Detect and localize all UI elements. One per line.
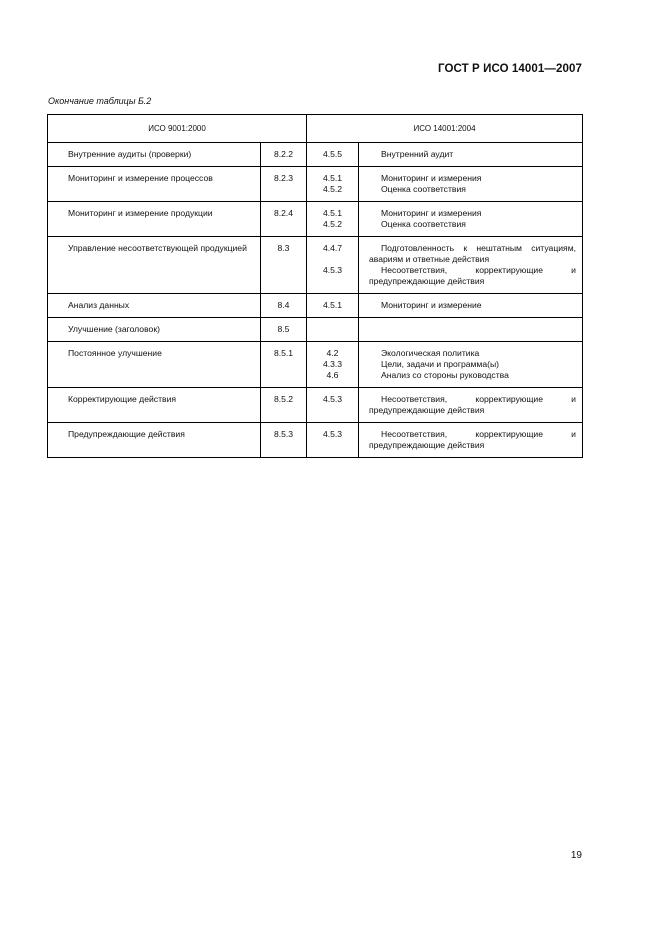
iso9001-clause-number: 8.4: [261, 294, 307, 318]
iso9001-clause-title: Анализ данных: [48, 294, 261, 318]
table-row: [48, 237, 583, 294]
iso14001-clause-number: 4.4.7: [322, 243, 343, 253]
iso14001-clause-numbers: [307, 143, 359, 167]
table-caption: Окончание таблицы Б.2: [48, 96, 152, 106]
document-header: ГОСТ Р ИСО 14001—2007: [437, 63, 582, 75]
table-header-row: [48, 115, 583, 143]
iso14001-clause-title: Оценка соответствия: [381, 184, 466, 194]
iso14001-clause-titles: [359, 318, 583, 342]
iso9001-clause-title: Внутренние аудиты (проверки): [48, 143, 261, 167]
iso14001-clause-titles: [359, 237, 583, 294]
iso9001-clause-number: 8.2.2: [261, 143, 307, 167]
table-row: [48, 202, 583, 237]
iso14001-clause-title: Экологическая политика: [381, 348, 480, 358]
iso14001-clause-title: Мониторинг и измерения: [381, 208, 482, 218]
iso14001-clause-title: Внутренний аудит: [381, 149, 454, 159]
iso14001-clause-numbers: [307, 202, 359, 237]
iso14001-clause-numbers: [307, 423, 359, 458]
table-body: [48, 143, 583, 458]
iso9001-clause-number: 8.2.3: [261, 167, 307, 202]
iso14001-clause-numbers: [307, 294, 359, 318]
page-number: 19: [570, 850, 582, 861]
iso14001-clause-number: 4.5.2: [322, 184, 343, 194]
iso14001-clause-titles: [359, 202, 583, 237]
iso14001-clause-titles: [359, 294, 583, 318]
iso14001-clause-number: 4.5.3: [322, 394, 343, 404]
table-row: [48, 342, 583, 388]
iso9001-clause-number: 8.5: [261, 318, 307, 342]
iso14001-clause-numbers: [307, 237, 359, 294]
iso14001-clause-titles: [359, 342, 583, 388]
col-header-iso14001: ИСО 14001:2004: [307, 115, 583, 143]
iso9001-clause-title: Предупреждающие действия: [48, 423, 261, 458]
table-row: [48, 388, 583, 423]
iso9001-clause-title: Мониторинг и измерение продукции: [48, 202, 261, 237]
iso14001-clause-title: Несоответствия, корректирующие и предупреждающие действия: [369, 429, 576, 450]
iso14001-clause-number: 4.2: [326, 348, 339, 358]
iso9001-clause-number: 8.5.1: [261, 342, 307, 388]
table-row: [48, 318, 583, 342]
iso14001-clause-title: Оценка соответствия: [381, 219, 466, 229]
iso14001-clause-titles: [359, 423, 583, 458]
iso9001-clause-title: Корректирующие действия: [48, 388, 261, 423]
iso14001-clause-number: 4.3.3: [322, 359, 343, 369]
iso14001-clause-title: Несоответствия, корректирующие и предупреждающие действия: [369, 265, 576, 286]
iso9001-clause-number: 8.3: [261, 237, 307, 294]
iso14001-clause-number: 4.5.2: [322, 219, 343, 229]
iso14001-clause-number: 4.6: [326, 370, 339, 380]
iso9001-clause-title: Постоянное улучшение: [48, 342, 261, 388]
table-row: [48, 143, 583, 167]
iso14001-clause-numbers: [307, 342, 359, 388]
iso14001-clause-number: 4.5.3: [322, 429, 343, 439]
table-row: [48, 167, 583, 202]
iso9001-clause-title: Улучшение (заголовок): [48, 318, 261, 342]
table-row: [48, 294, 583, 318]
iso14001-clause-title: Несоответствия, корректирующие и предупреждающие действия: [369, 394, 576, 415]
iso14001-clause-number: 4.5.5: [322, 149, 343, 159]
col-header-iso9001: ИСО 9001:2000: [48, 115, 307, 143]
table-row: [48, 423, 583, 458]
iso14001-clause-titles: [359, 167, 583, 202]
iso9001-clause-title: Мониторинг и измерение процессов: [48, 167, 261, 202]
iso14001-clause-number: 4.5.1: [322, 173, 343, 183]
iso14001-clause-titles: [359, 388, 583, 423]
iso14001-clause-numbers: [307, 388, 359, 423]
iso14001-clause-title: Анализ со стороны руководства: [381, 370, 509, 380]
iso14001-clause-number: 4.5.1: [322, 300, 343, 310]
iso9001-clause-number: 8.2.4: [261, 202, 307, 237]
iso14001-clause-title: Цели, задачи и программа(ы): [381, 359, 500, 369]
iso14001-clause-title: Подготовленность к нештатным ситуациям, авариям и ответные действия: [369, 243, 576, 264]
iso14001-clause-numbers: [307, 167, 359, 202]
iso14001-clause-number: 4.5.1: [322, 208, 343, 218]
iso9001-clause-number: 8.5.2: [261, 388, 307, 423]
iso14001-clause-numbers: [307, 318, 359, 342]
iso14001-clause-title: Мониторинг и измерения: [381, 173, 482, 183]
iso14001-clause-title: Мониторинг и измерение: [381, 300, 482, 310]
iso9001-clause-number: 8.5.3: [261, 423, 307, 458]
iso14001-clause-titles: [359, 143, 583, 167]
iso14001-clause-number: 4.5.3: [322, 265, 343, 275]
mapping-table: [47, 114, 583, 458]
iso9001-clause-title: Управление несоответствующей продукцией: [48, 237, 261, 294]
